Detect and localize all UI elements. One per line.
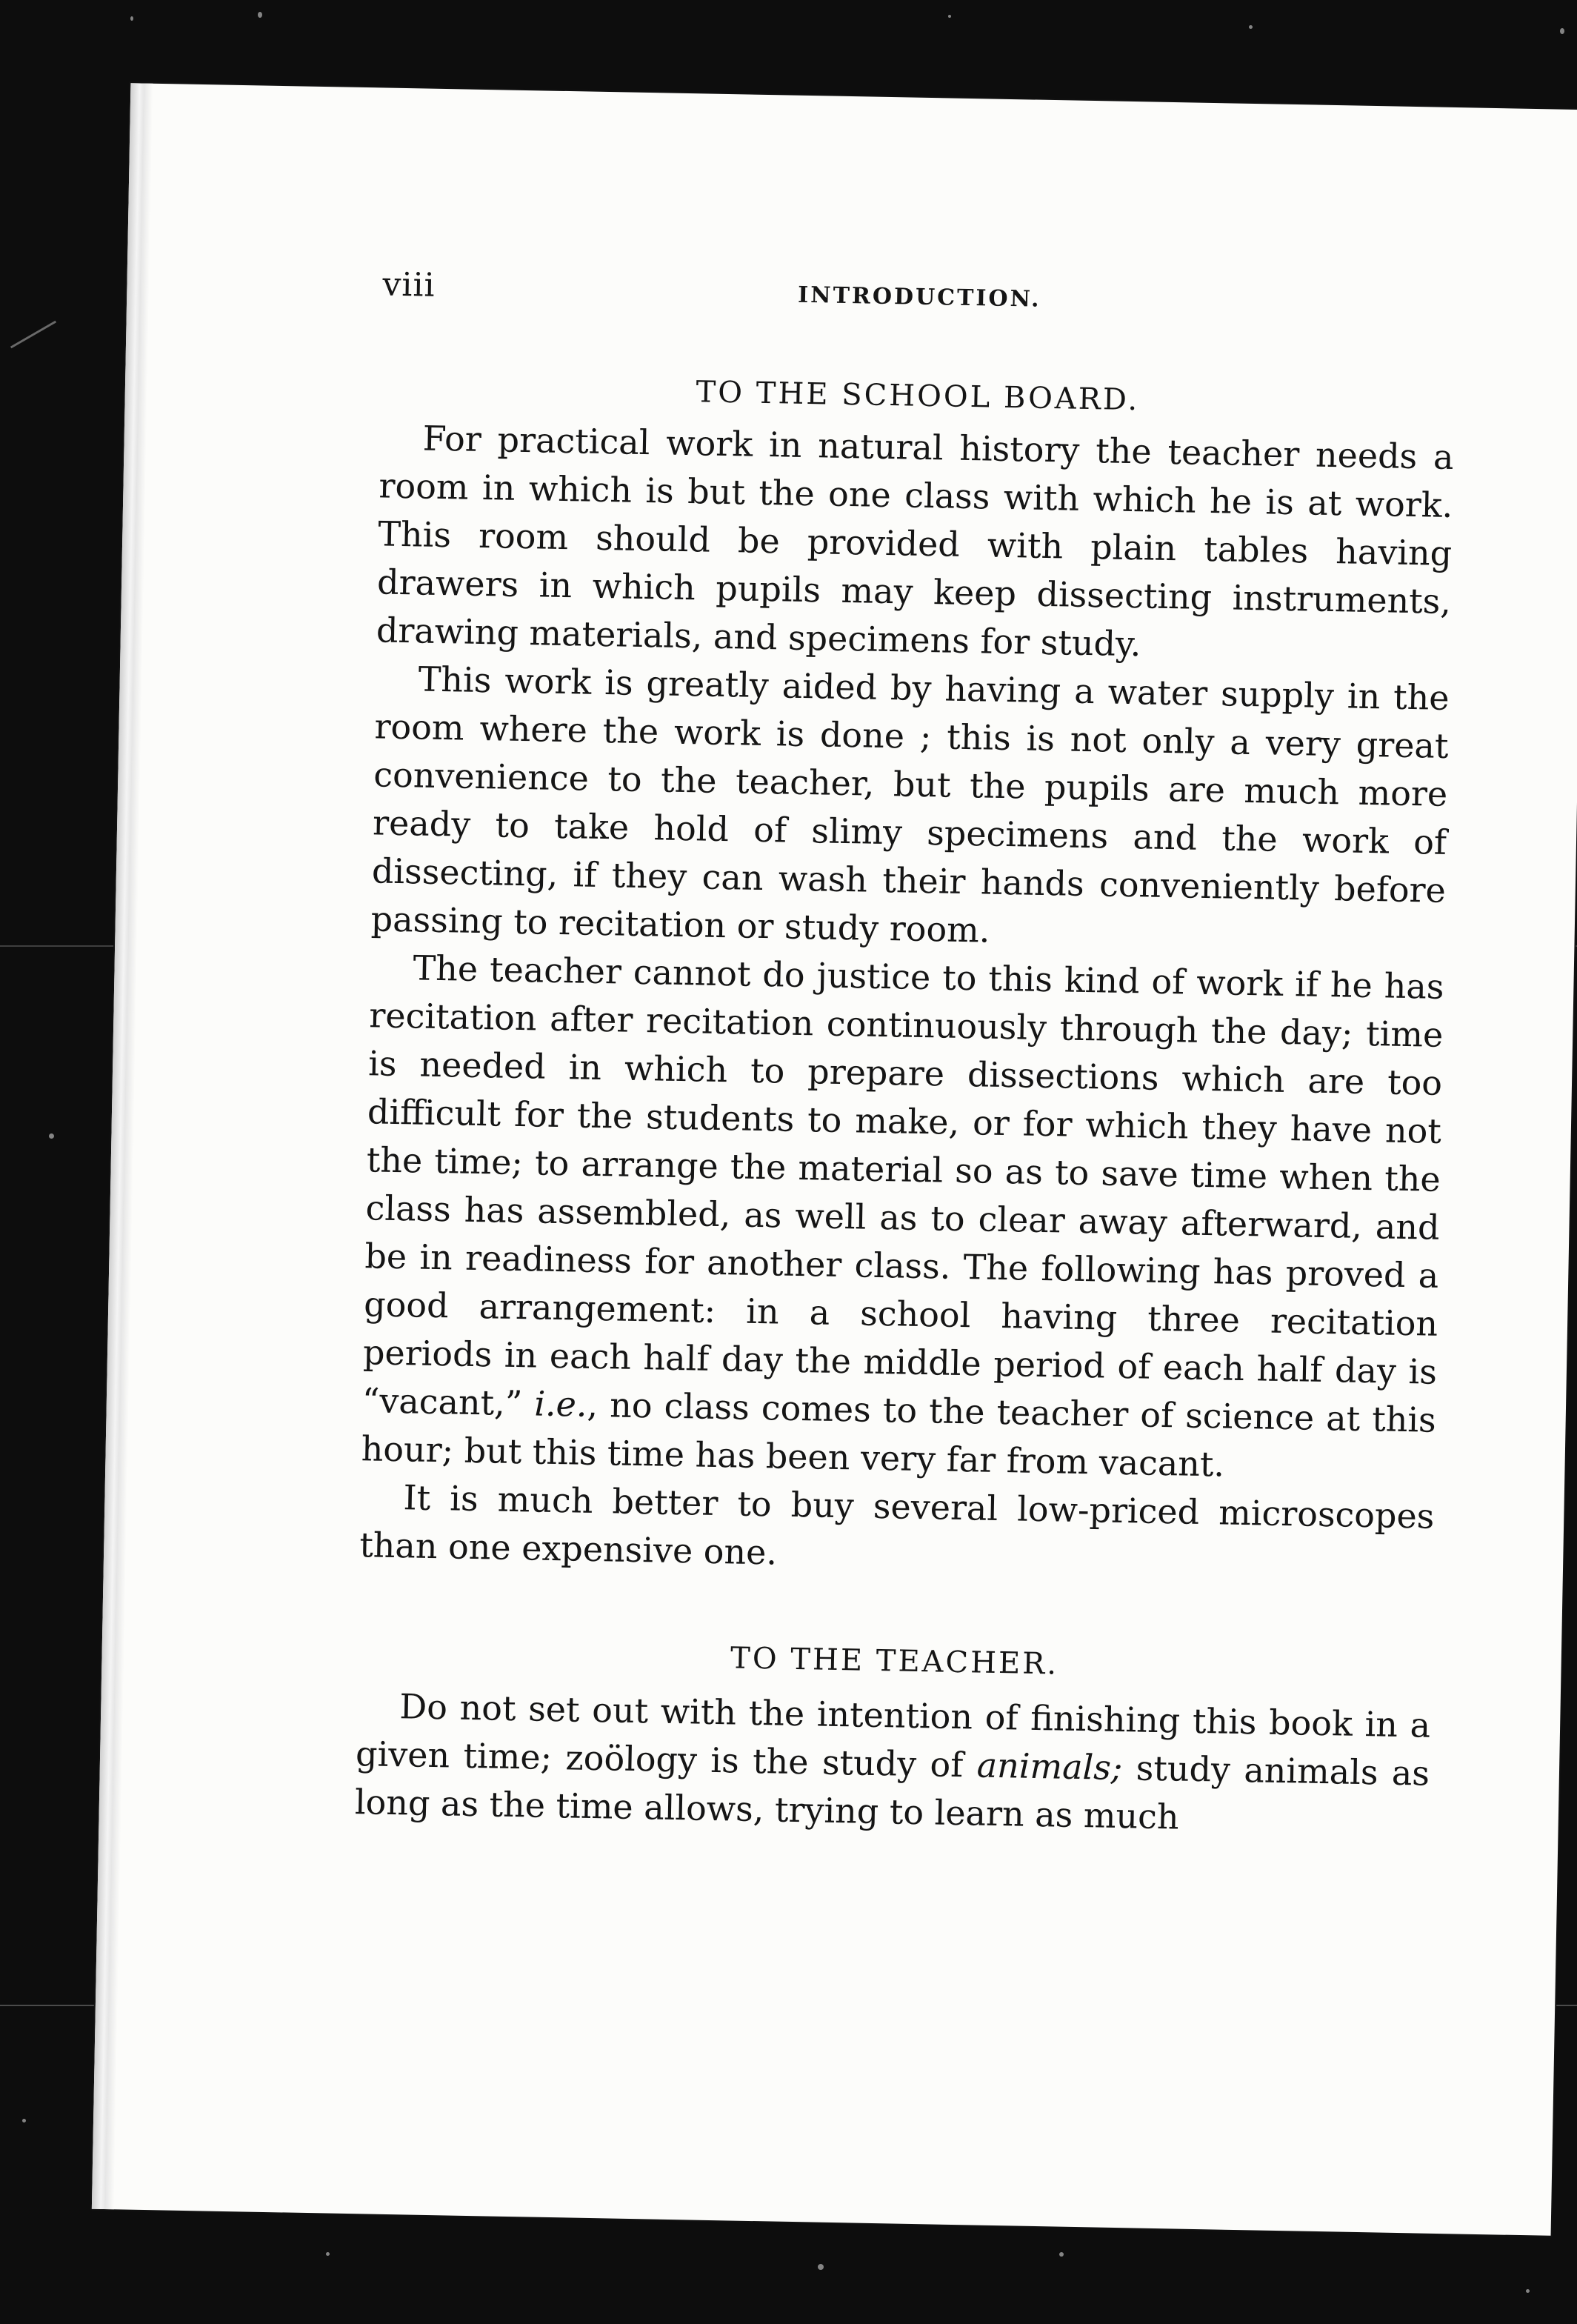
section-heading: TO THE TEACHER.: [730, 1641, 1059, 1682]
dust-speck: [258, 12, 262, 18]
dust-speck: [1059, 2252, 1064, 2257]
dust-speck: [22, 2119, 26, 2122]
paragraph: It is much better to buy several low-priced microscopes than one expensive one.: [359, 1477, 1435, 1573]
dust-speck: [1560, 28, 1564, 34]
paragraph: This work is greatly aided by having a water supply in the room where the work is done ; this is not only a very great convenience to the teacher, but the pupils are much more ready to take hold of slimy specimens and the work of dissecting, if they can wash their hands conveniently before passing to recitation or study room.: [370, 659, 1450, 950]
dust-speck: [1526, 2289, 1530, 2293]
dust-speck: [1249, 25, 1253, 29]
italic-text: animals;: [976, 1745, 1123, 1788]
dust-speck: [818, 2264, 824, 2270]
italic-text: i.e.: [533, 1383, 588, 1425]
page-number: viii: [382, 265, 436, 304]
section-school-board: [359, 369, 1455, 1588]
section-heading: TO THE SCHOOL BOARD.: [696, 375, 1140, 418]
paragraph-text: , no class comes to the teacher of science at this hour; but this time has been very far from vacant.: [361, 1384, 1437, 1485]
paragraph: For practical work in natural history the teacher needs a room in which is but the one class with which he is at work. This room should be provided with plain tables having drawers in which pupils may keep dissecting instruments, drawing materials, and specimens for study.: [376, 418, 1455, 665]
paragraph: [361, 943, 1444, 1492]
page-content: [354, 265, 1456, 1845]
running-head: [382, 265, 1457, 337]
dust-speck: [326, 2252, 330, 2256]
section-teacher: [354, 1634, 1432, 1846]
running-title: INTRODUCTION.: [797, 282, 1041, 313]
book-page: [92, 83, 1577, 2236]
dust-speck: [948, 15, 951, 18]
dust-speck: [130, 16, 133, 21]
scratch-mark: [10, 321, 56, 349]
dust-speck: [49, 1133, 54, 1139]
paragraph-text: Do not set out with the intention of finishing this book in a given time; zoölogy is the study of: [355, 1686, 1431, 1785]
page-edge: [92, 83, 153, 2209]
paragraph-text: The teacher cannot do justice to this kind of work if he has recitation after recitation continuously through the day; time is needed in which to prepare dissections which are too difficult for the students to make, or for which they have not the time; to arrange the material so as to save time when the class has assembled, as well as to clear away afterward, and be in readiness for another class. The following has proved a good arrangement: in a school having three recitation periods in each half day the middle period of each half day is “vacant,”: [361, 948, 1444, 1424]
paragraph-text: study animals as long as the time allows, trying to learn as much: [354, 1748, 1430, 1837]
paragraph: [354, 1682, 1430, 1846]
